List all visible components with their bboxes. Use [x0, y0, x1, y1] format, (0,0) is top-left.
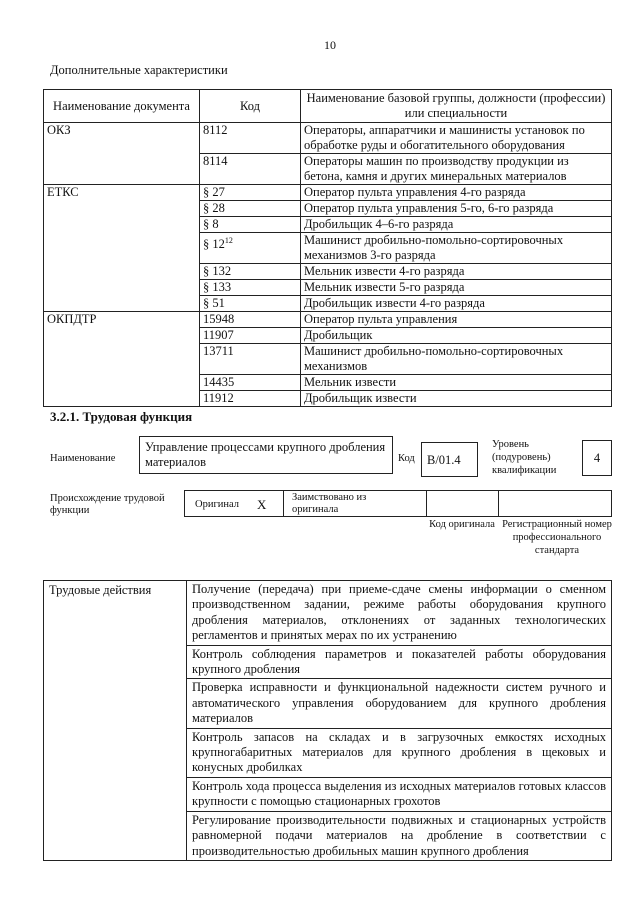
level-label: Уровень (подуровень) квалификации: [492, 439, 557, 476]
profession-name-cell: Оператор пульта управления 4-го разряда: [301, 185, 612, 201]
code-text: § 133: [203, 280, 232, 294]
table-row: [44, 312, 612, 328]
labor-action-item: Контроль запасов на складах и в загрузочных емкостях исходных крупногабаритных материалов для крупного дробления в щековых и конусных дробилках: [187, 728, 612, 777]
extra-characteristics-title: Дополнительные характеристики: [50, 63, 228, 77]
code-cell: [200, 233, 301, 264]
code-original-caption: Код оригинала: [429, 519, 495, 530]
labor-action-item: Получение (передача) при приеме-сдаче смены информации о сменном производственном задании, режиме работы оборудования крупного дробления материалов, отклонениях от заданных технологических регламентов и принятых мерах по их устранению: [187, 581, 612, 646]
level-field: [582, 440, 612, 476]
profession-name-cell: Дробильщик извести: [301, 391, 612, 407]
borrowed-label: Заимствовано из оригинала: [292, 492, 367, 515]
code-label: Код: [398, 453, 415, 464]
function-name-field: [139, 436, 393, 474]
labor-actions-label: Трудовые действия: [44, 581, 187, 861]
profession-name-cell: Операторы машин по производству продукции из бетона, камня и других минеральных материалов: [301, 154, 612, 185]
labor-actions-table: [43, 580, 612, 861]
section-title: 3.2.1. Трудовая функция: [50, 409, 193, 424]
doc-name-cell: ЕТКС: [44, 185, 200, 312]
page-number: 10: [324, 38, 336, 52]
code-cell: [200, 375, 301, 391]
code-cell: [200, 280, 301, 296]
registration-number-caption: Регистрационный номер профессионального стандарта: [502, 519, 612, 556]
profession-name-cell: Операторы, аппаратчики и машинисты установок по обработке руды и обогатительного оборудования: [301, 123, 612, 154]
function-name-value: Управление процессами крупного дробления материалов: [145, 440, 386, 469]
doc-name-cell: ОКПДТР: [44, 312, 200, 407]
profession-name-cell: Оператор пульта управления: [301, 312, 612, 328]
level-value: 4: [593, 451, 601, 465]
table-row: [44, 581, 612, 646]
labor-action-item: Контроль хода процесса выделения из исходных материалов готовых классов крупности с помощью стационарных грохотов: [187, 777, 612, 811]
chars-header-cell: Код: [200, 90, 301, 123]
origin-row: [184, 490, 612, 517]
labor-action-item: Регулирование производительности подвижных и стационарных устройств равномерной подачи материалов на дробление в соответствии с производительностью дробильных машин крупного дробления: [187, 811, 612, 860]
origin-divider-1: [283, 490, 284, 517]
chars-header-cell: Наименование документа: [44, 90, 200, 123]
name-label: Наименование: [50, 453, 116, 464]
code-text: § 8: [203, 217, 219, 231]
characteristics-table: [43, 89, 612, 407]
chars-header-cell: Наименование базовой группы, должности (профессии) или специальности: [301, 90, 612, 123]
code-cell: [200, 391, 301, 407]
table-row: [44, 185, 612, 201]
table-row: [44, 123, 612, 154]
function-code-value: B/01.4: [427, 453, 461, 467]
code-text: § 27: [203, 185, 225, 199]
code-cell: [200, 201, 301, 217]
code-text: 14435: [203, 375, 235, 389]
profession-name-cell: Мельник извести 5-го разряда: [301, 280, 612, 296]
code-text: § 51: [203, 296, 225, 310]
profession-name-cell: Оператор пульта управления 5-го, 6-го разряда: [301, 201, 612, 217]
profession-name-cell: Машинист дробильно-помольно-сортировочных механизмов 3-го разряда: [301, 233, 612, 264]
profession-name-cell: Мельник извести 4-го разряда: [301, 264, 612, 280]
profession-name-cell: Дробильщик извести 4-го разряда: [301, 296, 612, 312]
doc-name-cell: ОКЗ: [44, 123, 200, 185]
code-cell: [200, 344, 301, 375]
code-text: 8112: [203, 123, 228, 137]
code-text: § 132: [203, 264, 232, 278]
chars-header-row: [44, 90, 612, 123]
code-superscript: 12: [224, 236, 233, 245]
origin-label: Происхождение трудовой функции: [50, 493, 165, 516]
code-text: § 28: [203, 201, 225, 215]
code-cell: [200, 328, 301, 344]
function-code-field: [421, 442, 478, 477]
code-cell: [200, 185, 301, 201]
code-cell: [200, 296, 301, 312]
original-mark: X: [257, 497, 267, 512]
code-cell: [200, 312, 301, 328]
code-text: § 12: [203, 237, 225, 252]
labor-action-item: Проверка исправности и функциональной надежности систем ручного и автоматического управления оборудованием для крупного дробления материалов: [187, 679, 612, 728]
code-text: 8114: [203, 154, 228, 168]
profession-name-cell: Машинист дробильно-помольно-сортировочных механизмов: [301, 344, 612, 375]
code-cell: [200, 123, 301, 154]
code-cell: [200, 217, 301, 233]
profession-name-cell: Дробильщик: [301, 328, 612, 344]
original-label: Оригинал: [195, 499, 239, 510]
origin-divider-3: [498, 490, 499, 517]
profession-name-cell: Мельник извести: [301, 375, 612, 391]
code-text: 13711: [203, 344, 234, 358]
code-cell: [200, 264, 301, 280]
labor-action-item: Контроль соблюдения параметров и показателей работы оборудования крупного дробления: [187, 645, 612, 679]
code-cell: [200, 154, 301, 185]
profession-name-cell: Дробильщик 4–6-го разряда: [301, 217, 612, 233]
code-text: 11907: [203, 328, 234, 342]
code-text: 15948: [203, 312, 235, 326]
code-text: 11912: [203, 391, 234, 405]
origin-divider-2: [426, 490, 427, 517]
